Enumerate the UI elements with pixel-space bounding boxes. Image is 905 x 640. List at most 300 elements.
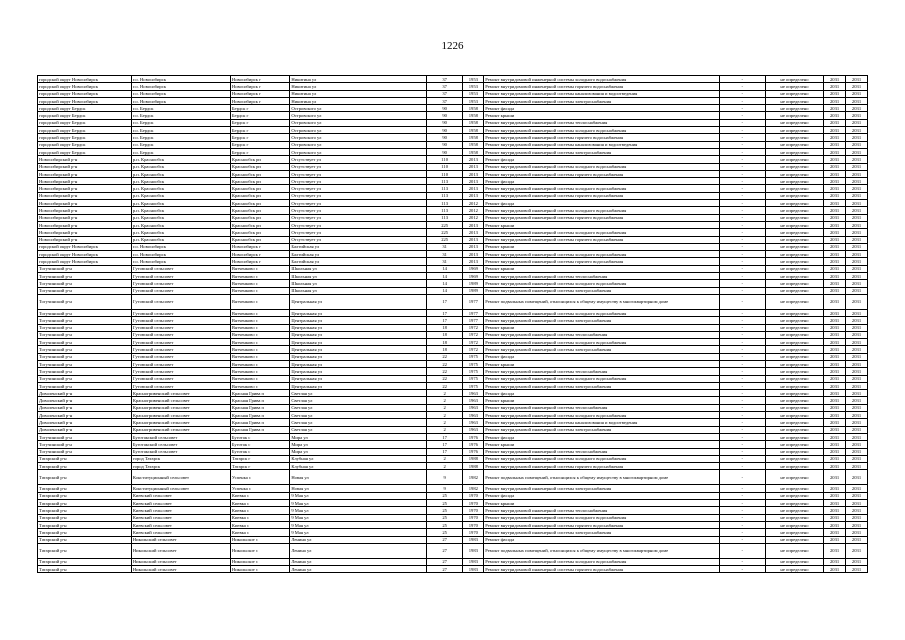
cell-settlement: Гутовский сельсовет bbox=[131, 382, 230, 389]
cell-street: Центральная ул bbox=[290, 339, 427, 346]
cell-settlement: Красногривенский сельсовет bbox=[131, 404, 230, 411]
table-row bbox=[38, 360, 868, 367]
table-row bbox=[38, 170, 868, 177]
cell-build-year: 1975 bbox=[463, 353, 484, 360]
cell-house-number: 25 bbox=[426, 514, 462, 521]
table-row bbox=[38, 178, 868, 185]
cell-house-number: 27 bbox=[426, 566, 462, 573]
cell-street: Отсутствует ул bbox=[290, 156, 427, 163]
cell-plan-year-start: 2031 bbox=[824, 287, 846, 294]
cell-street: Ленина ул bbox=[290, 558, 427, 565]
cell-work-cost: не определено bbox=[765, 119, 823, 126]
cell-build-year: 1963 bbox=[463, 397, 484, 404]
cell-build-year: 1975 bbox=[463, 375, 484, 382]
cell-work-volume: - bbox=[719, 419, 765, 426]
cell-work-volume: - bbox=[719, 543, 765, 558]
cell-settlement: р.п. Краснообск bbox=[131, 207, 230, 214]
cell-work-type: Ремонт подвальных помещений, относящихся к общему имуществу в многоквартирном доме bbox=[484, 294, 720, 309]
cell-street: Центральная ул bbox=[290, 353, 427, 360]
cell-municipal-district: Тогучинский р-н bbox=[38, 382, 132, 389]
cell-work-volume: - bbox=[719, 448, 765, 455]
cell-plan-year-end: 2031 bbox=[846, 375, 868, 382]
cell-work-volume: - bbox=[719, 455, 765, 462]
cell-municipal-district: Татарский р-н bbox=[38, 566, 132, 573]
cell-street: Никитина ул bbox=[290, 90, 427, 97]
cell-municipal-district: Новосибирский р-н bbox=[38, 207, 132, 214]
cell-plan-year-end: 2031 bbox=[846, 200, 868, 207]
cell-municipal-district: Татарский р-н bbox=[38, 529, 132, 536]
cell-street: Ленина ул bbox=[290, 543, 427, 558]
cell-build-year: 1976 bbox=[463, 441, 484, 448]
cell-work-volume: - bbox=[719, 492, 765, 499]
cell-house-number: 2 bbox=[426, 397, 462, 404]
table-row bbox=[38, 273, 868, 280]
cell-locality: Вятченково с bbox=[230, 294, 289, 309]
cell-locality: Бердск г bbox=[230, 134, 289, 141]
table-row bbox=[38, 105, 868, 112]
cell-plan-year-start: 2031 bbox=[824, 97, 846, 104]
cell-locality: Бердск г bbox=[230, 127, 289, 134]
cell-plan-year-start: 2031 bbox=[824, 324, 846, 331]
cell-plan-year-end: 2031 bbox=[846, 455, 868, 462]
cell-plan-year-start: 2031 bbox=[824, 566, 846, 573]
cell-plan-year-start: 2031 bbox=[824, 236, 846, 243]
cell-plan-year-end: 2031 bbox=[846, 273, 868, 280]
cell-house-number: 18 bbox=[426, 331, 462, 338]
cell-plan-year-end: 2031 bbox=[846, 119, 868, 126]
cell-build-year: 2013 bbox=[463, 221, 484, 228]
cell-house-number: 22 bbox=[426, 382, 462, 389]
table-row bbox=[38, 404, 868, 411]
table-row bbox=[38, 156, 868, 163]
cell-work-cost: не определено bbox=[765, 404, 823, 411]
cell-plan-year-end: 2031 bbox=[846, 404, 868, 411]
cell-plan-year-start: 2031 bbox=[824, 536, 846, 543]
table-row bbox=[38, 163, 868, 170]
cell-municipal-district: Тогучинский р-н bbox=[38, 331, 132, 338]
cell-street: Отсутствует ул bbox=[290, 214, 427, 221]
cell-build-year: 1972 bbox=[463, 339, 484, 346]
cell-locality: Никольское с bbox=[230, 536, 289, 543]
cell-house-number: 37 bbox=[426, 90, 462, 97]
cell-work-volume: - bbox=[719, 105, 765, 112]
cell-work-volume: - bbox=[719, 390, 765, 397]
cell-plan-year-start: 2031 bbox=[824, 382, 846, 389]
cell-work-volume: - bbox=[719, 375, 765, 382]
cell-work-type: Ремонт крыши bbox=[484, 360, 720, 367]
cell-municipal-district: Новосибирский р-н bbox=[38, 163, 132, 170]
cell-house-number: 17 bbox=[426, 309, 462, 316]
cell-locality: Успенка с bbox=[230, 485, 289, 492]
cell-municipal-district: городской округ Новосибирск bbox=[38, 258, 132, 265]
cell-municipal-district: Татарский р-н bbox=[38, 521, 132, 528]
cell-settlement: Красногривенский сельсовет bbox=[131, 412, 230, 419]
cell-work-volume: - bbox=[719, 529, 765, 536]
cell-plan-year-start: 2031 bbox=[824, 294, 846, 309]
table-row bbox=[38, 251, 868, 258]
cell-municipal-district: городской округ Новосибирск bbox=[38, 251, 132, 258]
cell-street: Новая ул bbox=[290, 470, 427, 485]
cell-municipal-district: Тогучинский р-н bbox=[38, 294, 132, 309]
cell-house-number: 22 bbox=[426, 368, 462, 375]
cell-settlement: Никольский сельсовет bbox=[131, 536, 230, 543]
cell-locality: Новосибирск г bbox=[230, 97, 289, 104]
cell-plan-year-end: 2031 bbox=[846, 90, 868, 97]
cell-work-cost: не определено bbox=[765, 170, 823, 177]
cell-house-number: 22 bbox=[426, 375, 462, 382]
cell-work-volume: - bbox=[719, 426, 765, 433]
cell-build-year: 1970 bbox=[463, 507, 484, 514]
cell-build-year: 2012 bbox=[463, 214, 484, 221]
table-row bbox=[38, 529, 868, 536]
cell-plan-year-end: 2031 bbox=[846, 97, 868, 104]
table-row bbox=[38, 141, 868, 148]
cell-street: Островского ул bbox=[290, 105, 427, 112]
cell-work-type: Ремонт крыши bbox=[484, 243, 720, 250]
cell-settlement: Никольский сельсовет bbox=[131, 566, 230, 573]
table-row bbox=[38, 507, 868, 514]
cell-street: Школьная ул bbox=[290, 273, 427, 280]
cell-plan-year-end: 2031 bbox=[846, 83, 868, 90]
cell-work-volume: - bbox=[719, 324, 765, 331]
cell-plan-year-start: 2031 bbox=[824, 485, 846, 492]
cell-plan-year-end: 2031 bbox=[846, 127, 868, 134]
cell-work-type: Ремонт внутридомовой инженерной системы холодного водоснабжения bbox=[484, 514, 720, 521]
cell-plan-year-start: 2031 bbox=[824, 229, 846, 236]
cell-house-number: 113 bbox=[426, 178, 462, 185]
cell-work-type: Ремонт внутридомовой инженерной системы холодного водоснабжения bbox=[484, 229, 720, 236]
cell-work-type: Ремонт внутридомовой инженерной системы холодного водоснабжения bbox=[484, 163, 720, 170]
table-row bbox=[38, 221, 868, 228]
cell-plan-year-start: 2031 bbox=[824, 258, 846, 265]
cell-work-cost: не определено bbox=[765, 236, 823, 243]
cell-locality: Красная Грива п bbox=[230, 419, 289, 426]
cell-street: Отсутствует ул bbox=[290, 200, 427, 207]
cell-work-cost: не определено bbox=[765, 382, 823, 389]
cell-build-year: 1975 bbox=[463, 382, 484, 389]
cell-build-year: 2013 bbox=[463, 156, 484, 163]
cell-work-type: Ремонт внутридомовой инженерной системы электроснабжения bbox=[484, 529, 720, 536]
cell-house-number: 31 bbox=[426, 243, 462, 250]
cell-work-type: Ремонт внутридомовой инженерной системы холодного водоснабжения bbox=[484, 455, 720, 462]
cell-work-type: Ремонт внутридомовой инженерной системы горячего водоснабжения bbox=[484, 134, 720, 141]
cell-settlement: Гутовский сельсовет bbox=[131, 324, 230, 331]
cell-plan-year-end: 2031 bbox=[846, 192, 868, 199]
cell-municipal-district: городской округ Новосибирск bbox=[38, 83, 132, 90]
cell-locality: Вятченково с bbox=[230, 360, 289, 367]
cell-plan-year-end: 2031 bbox=[846, 156, 868, 163]
cell-work-volume: - bbox=[719, 382, 765, 389]
cell-municipal-district: Новосибирский р-н bbox=[38, 185, 132, 192]
cell-street: Балтийская ул bbox=[290, 251, 427, 258]
cell-work-cost: не определено bbox=[765, 112, 823, 119]
cell-work-volume: - bbox=[719, 500, 765, 507]
cell-work-type: Ремонт внутридомовой инженерной системы канализования и водоотведения bbox=[484, 90, 720, 97]
cell-plan-year-start: 2031 bbox=[824, 412, 846, 419]
cell-locality: Успенка с bbox=[230, 470, 289, 485]
cell-settlement: г.о. Бердск bbox=[131, 141, 230, 148]
cell-municipal-district: городской округ Бердск bbox=[38, 134, 132, 141]
cell-settlement: Буготакский сельсовет bbox=[131, 433, 230, 440]
cell-locality: Буготак с bbox=[230, 441, 289, 448]
cell-work-volume: - bbox=[719, 163, 765, 170]
cell-plan-year-end: 2031 bbox=[846, 346, 868, 353]
cell-house-number: 17 bbox=[426, 317, 462, 324]
cell-street: Балтийская ул bbox=[290, 258, 427, 265]
table-row bbox=[38, 148, 868, 155]
cell-work-volume: - bbox=[719, 148, 765, 155]
cell-settlement: Красногривенский сельсовет bbox=[131, 426, 230, 433]
cell-house-number: 31 bbox=[426, 258, 462, 265]
cell-work-type: Ремонт фасада bbox=[484, 156, 720, 163]
cell-street: Отсутствует ул bbox=[290, 229, 427, 236]
cell-plan-year-end: 2031 bbox=[846, 141, 868, 148]
cell-locality: Краснообск рп bbox=[230, 185, 289, 192]
cell-locality: Красная Грива п bbox=[230, 412, 289, 419]
cell-house-number: 9 bbox=[426, 485, 462, 492]
cell-build-year: 1970 bbox=[463, 529, 484, 536]
cell-build-year: 1976 bbox=[463, 433, 484, 440]
cell-work-type: Ремонт внутридомовой инженерной системы теплоснабжения bbox=[484, 448, 720, 455]
cell-locality: Краснообск рп bbox=[230, 200, 289, 207]
cell-work-cost: не определено bbox=[765, 331, 823, 338]
cell-plan-year-end: 2031 bbox=[846, 243, 868, 250]
cell-settlement: Гутовский сельсовет bbox=[131, 375, 230, 382]
cell-work-volume: - bbox=[719, 243, 765, 250]
cell-street: Отсутствует ул bbox=[290, 207, 427, 214]
cell-plan-year-start: 2031 bbox=[824, 463, 846, 470]
cell-work-volume: - bbox=[719, 521, 765, 528]
cell-work-cost: не определено bbox=[765, 265, 823, 272]
cell-build-year: 1958 bbox=[463, 105, 484, 112]
table-row bbox=[38, 455, 868, 462]
cell-municipal-district: Тогучинский р-н bbox=[38, 317, 132, 324]
cell-house-number: 2 bbox=[426, 426, 462, 433]
cell-work-volume: - bbox=[719, 346, 765, 353]
cell-plan-year-start: 2031 bbox=[824, 441, 846, 448]
cell-municipal-district: Татарский р-н bbox=[38, 463, 132, 470]
cell-work-volume: - bbox=[719, 97, 765, 104]
cell-work-type: Ремонт внутридомовой инженерной системы холодного водоснабжения bbox=[484, 309, 720, 316]
cell-locality: Буготак с bbox=[230, 448, 289, 455]
cell-plan-year-end: 2031 bbox=[846, 529, 868, 536]
cell-work-volume: - bbox=[719, 134, 765, 141]
cell-street: Мира ул bbox=[290, 448, 427, 455]
cell-work-cost: не определено bbox=[765, 83, 823, 90]
cell-street: Островского ул bbox=[290, 134, 427, 141]
table-row bbox=[38, 229, 868, 236]
cell-locality: Вятченково с bbox=[230, 265, 289, 272]
cell-locality: Новосибирск г bbox=[230, 258, 289, 265]
cell-plan-year-start: 2031 bbox=[824, 353, 846, 360]
cell-plan-year-start: 2031 bbox=[824, 185, 846, 192]
cell-street: Островского ул bbox=[290, 112, 427, 119]
cell-municipal-district: Тогучинский р-н bbox=[38, 324, 132, 331]
cell-municipal-district: городской округ Бердск bbox=[38, 148, 132, 155]
cell-house-number: 110 bbox=[426, 156, 462, 163]
cell-build-year: 1988 bbox=[463, 463, 484, 470]
cell-plan-year-start: 2031 bbox=[824, 134, 846, 141]
cell-plan-year-start: 2031 bbox=[824, 265, 846, 272]
cell-work-volume: - bbox=[719, 309, 765, 316]
cell-street: Новая ул bbox=[290, 485, 427, 492]
cell-work-type: Ремонт внутридомовой инженерной системы электроснабжения bbox=[484, 382, 720, 389]
cell-build-year: 2013 bbox=[463, 178, 484, 185]
cell-build-year: 1953 bbox=[463, 76, 484, 83]
cell-house-number: 113 bbox=[426, 200, 462, 207]
cell-house-number: 31 bbox=[426, 251, 462, 258]
cell-locality: Красная Грива п bbox=[230, 390, 289, 397]
cell-build-year: 2013 bbox=[463, 229, 484, 236]
cell-plan-year-start: 2031 bbox=[824, 221, 846, 228]
cell-work-type: Ремонт внутридомовой инженерной системы теплоснабжения bbox=[484, 404, 720, 411]
cell-work-type: Ремонт внутридомовой инженерной системы горячего водоснабжения bbox=[484, 214, 720, 221]
capital-repair-table bbox=[37, 75, 868, 573]
cell-plan-year-end: 2031 bbox=[846, 163, 868, 170]
cell-plan-year-end: 2031 bbox=[846, 229, 868, 236]
cell-plan-year-start: 2031 bbox=[824, 90, 846, 97]
cell-work-volume: - bbox=[719, 463, 765, 470]
cell-work-cost: не определено bbox=[765, 500, 823, 507]
cell-house-number: 22 bbox=[426, 360, 462, 367]
cell-work-cost: не определено bbox=[765, 251, 823, 258]
cell-plan-year-end: 2031 bbox=[846, 112, 868, 119]
cell-settlement: р.п. Краснообск bbox=[131, 192, 230, 199]
table-row bbox=[38, 76, 868, 83]
cell-municipal-district: Доволенский р-н bbox=[38, 390, 132, 397]
cell-build-year: 1970 bbox=[463, 521, 484, 528]
cell-plan-year-start: 2031 bbox=[824, 251, 846, 258]
cell-municipal-district: городской округ Бердск bbox=[38, 105, 132, 112]
cell-work-volume: - bbox=[719, 112, 765, 119]
cell-locality: Вятченково с bbox=[230, 309, 289, 316]
cell-plan-year-end: 2031 bbox=[846, 185, 868, 192]
cell-street: Центральная ул bbox=[290, 294, 427, 309]
cell-plan-year-end: 2031 bbox=[846, 566, 868, 573]
cell-locality: Никольское с bbox=[230, 558, 289, 565]
table-row bbox=[38, 243, 868, 250]
cell-street: Светлая ул bbox=[290, 390, 427, 397]
cell-work-cost: не определено bbox=[765, 558, 823, 565]
cell-plan-year-start: 2031 bbox=[824, 397, 846, 404]
cell-street: Центральная ул bbox=[290, 368, 427, 375]
cell-municipal-district: Тогучинский р-н bbox=[38, 287, 132, 294]
cell-work-type: Ремонт крыши bbox=[484, 397, 720, 404]
cell-settlement: г.о. Новосибирск bbox=[131, 251, 230, 258]
cell-plan-year-end: 2031 bbox=[846, 463, 868, 470]
table-row bbox=[38, 500, 868, 507]
cell-build-year: 2013 bbox=[463, 258, 484, 265]
cell-work-volume: - bbox=[719, 178, 765, 185]
cell-build-year: 1975 bbox=[463, 368, 484, 375]
cell-build-year: 1958 bbox=[463, 119, 484, 126]
cell-plan-year-end: 2031 bbox=[846, 492, 868, 499]
cell-plan-year-start: 2031 bbox=[824, 112, 846, 119]
cell-municipal-district: Татарский р-н bbox=[38, 485, 132, 492]
cell-plan-year-start: 2031 bbox=[824, 163, 846, 170]
cell-plan-year-end: 2031 bbox=[846, 236, 868, 243]
cell-work-cost: не определено bbox=[765, 163, 823, 170]
cell-house-number: 17 bbox=[426, 294, 462, 309]
cell-locality: Буготак с bbox=[230, 433, 289, 440]
table-row bbox=[38, 119, 868, 126]
cell-work-volume: - bbox=[719, 404, 765, 411]
cell-work-volume: - bbox=[719, 397, 765, 404]
cell-work-cost: не определено bbox=[765, 127, 823, 134]
table-row bbox=[38, 368, 868, 375]
cell-work-type: Ремонт внутридомовой инженерной системы холодного водоснабжения bbox=[484, 412, 720, 419]
cell-settlement: р.п. Краснообск bbox=[131, 221, 230, 228]
cell-municipal-district: Татарский р-н bbox=[38, 507, 132, 514]
cell-plan-year-start: 2031 bbox=[824, 156, 846, 163]
cell-locality: Вятченково с bbox=[230, 339, 289, 346]
cell-plan-year-start: 2031 bbox=[824, 200, 846, 207]
cell-municipal-district: Доволенский р-н bbox=[38, 426, 132, 433]
cell-plan-year-start: 2031 bbox=[824, 558, 846, 565]
cell-house-number: 17 bbox=[426, 433, 462, 440]
table-row bbox=[38, 280, 868, 287]
cell-settlement: Гутовский сельсовет bbox=[131, 294, 230, 309]
cell-build-year: 1953 bbox=[463, 83, 484, 90]
cell-work-type: Ремонт фасада bbox=[484, 536, 720, 543]
cell-work-cost: не определено bbox=[765, 492, 823, 499]
cell-work-cost: не определено bbox=[765, 294, 823, 309]
cell-work-volume: - bbox=[719, 192, 765, 199]
cell-house-number: 18 bbox=[426, 346, 462, 353]
cell-municipal-district: Доволенский р-н bbox=[38, 397, 132, 404]
cell-house-number: 27 bbox=[426, 536, 462, 543]
cell-locality: Бердск г bbox=[230, 148, 289, 155]
table-row bbox=[38, 470, 868, 485]
cell-municipal-district: Татарский р-н bbox=[38, 543, 132, 558]
cell-plan-year-start: 2031 bbox=[824, 119, 846, 126]
cell-locality: Новосибирск г bbox=[230, 90, 289, 97]
cell-plan-year-end: 2031 bbox=[846, 507, 868, 514]
cell-build-year: 1958 bbox=[463, 134, 484, 141]
cell-work-type: Ремонт внутридомовой инженерной системы электроснабжения bbox=[484, 287, 720, 294]
cell-work-cost: не определено bbox=[765, 207, 823, 214]
cell-street: Балтийская ул bbox=[290, 243, 427, 250]
cell-municipal-district: Новосибирский р-н bbox=[38, 200, 132, 207]
cell-street: Школьная ул bbox=[290, 265, 427, 272]
table-row bbox=[38, 294, 868, 309]
table-row bbox=[38, 207, 868, 214]
cell-locality: Бердск г bbox=[230, 141, 289, 148]
cell-work-cost: не определено bbox=[765, 397, 823, 404]
cell-build-year: 1976 bbox=[463, 448, 484, 455]
cell-work-volume: - bbox=[719, 200, 765, 207]
cell-house-number: 14 bbox=[426, 273, 462, 280]
cell-work-type: Ремонт внутридомовой инженерной системы холодного водоснабжения bbox=[484, 558, 720, 565]
cell-municipal-district: Татарский р-н bbox=[38, 558, 132, 565]
cell-plan-year-start: 2031 bbox=[824, 433, 846, 440]
cell-work-type: Ремонт внутридомовой инженерной системы горячего водоснабжения bbox=[484, 258, 720, 265]
cell-build-year: 1983 bbox=[463, 536, 484, 543]
cell-locality: Вятченково с bbox=[230, 324, 289, 331]
cell-street: Островского ул bbox=[290, 127, 427, 134]
cell-build-year: 1958 bbox=[463, 112, 484, 119]
cell-municipal-district: Тогучинский р-н bbox=[38, 339, 132, 346]
cell-plan-year-start: 2031 bbox=[824, 148, 846, 155]
cell-work-cost: не определено bbox=[765, 192, 823, 199]
cell-work-type: Ремонт крыши bbox=[484, 265, 720, 272]
cell-plan-year-start: 2031 bbox=[824, 192, 846, 199]
cell-settlement: Киевский сельсовет bbox=[131, 529, 230, 536]
cell-settlement: г.о. Новосибирск bbox=[131, 258, 230, 265]
cell-plan-year-start: 2031 bbox=[824, 346, 846, 353]
cell-work-type: Ремонт внутридомовой инженерной системы горячего водоснабжения bbox=[484, 521, 720, 528]
table-row bbox=[38, 339, 868, 346]
